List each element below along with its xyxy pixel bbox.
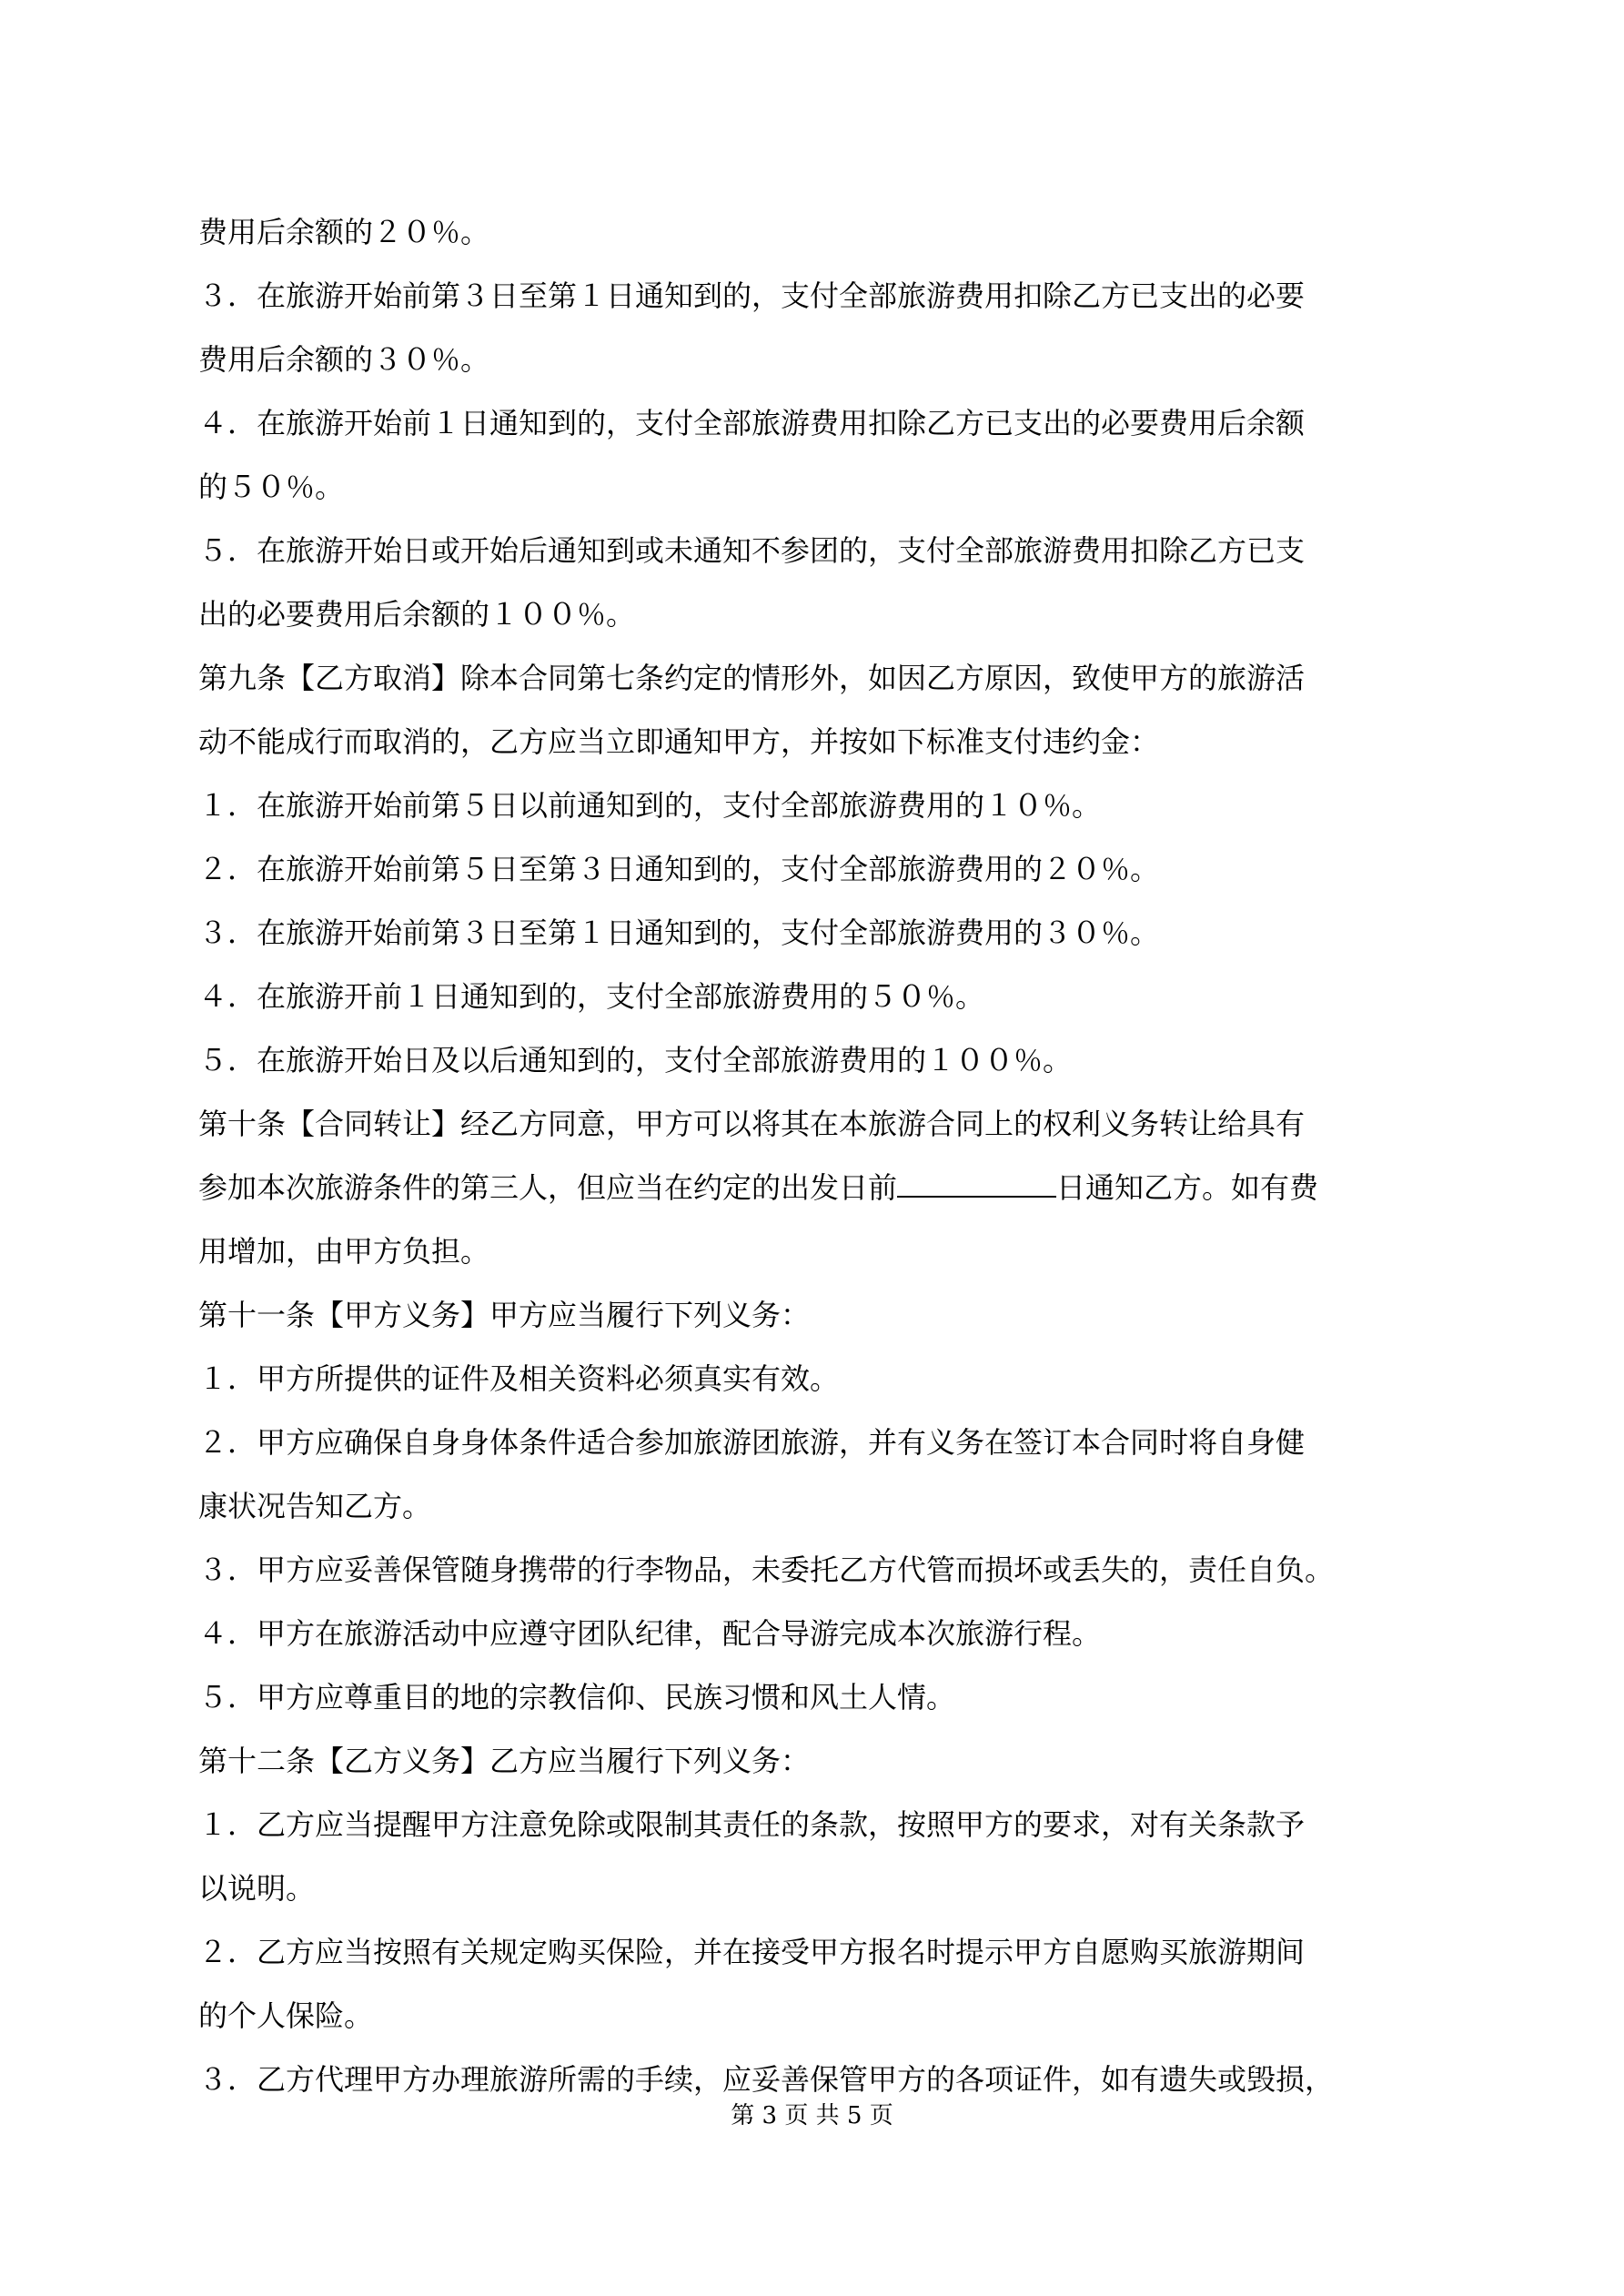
line-6: ５．在旅游开始日或开始后通知到或未通知不参团的，支付全部旅游费用扣除乙方已支	[198, 533, 1306, 568]
clause-10-line-2	[198, 1156, 1436, 1219]
clause-11-heading: 第十一条【甲方义务】甲方应当履行下列义务：	[198, 1298, 811, 1332]
clause-10-text-before: 参加本次旅游条件的第三人，但应当在约定的出发日前	[198, 1170, 898, 1205]
line-5: 的５０％。	[198, 470, 345, 504]
line-1: 费用后余额的２０％。	[198, 215, 490, 249]
line-13: ４．在旅游开前１日通知到的，支付全部旅游费用的５０％。	[198, 979, 985, 1014]
line-23: ４．甲方在旅游活动中应遵守团队纪律，配合导游完成本次旅游行程。	[198, 1616, 1102, 1651]
line-19: １．甲方所提供的证件及相关资料必须真实有效。	[198, 1361, 840, 1396]
line-14: ５．在旅游开始日及以后通知到的，支付全部旅游费用的１００％。	[198, 1043, 1073, 1077]
line-26: １．乙方应当提醒甲方注意免除或限制其责任的条款，按照甲方的要求，对有关条款予	[198, 1807, 1306, 1842]
clause-10-line-1: 第十条【合同转让】经乙方同意，甲方可以将其在本旅游合同上的权利义务转让给具有	[198, 1107, 1306, 1141]
line-12: ３．在旅游开始前第３日至第１日通知到的，支付全部旅游费用的３０％。	[198, 915, 1160, 950]
line-29: 的个人保险。	[198, 1998, 374, 2033]
clause-9-line-1: 第九条【乙方取消】除本合同第七条约定的情形外，如因乙方原因，致使甲方的旅游活	[198, 661, 1306, 695]
line-4: ４．在旅游开始前１日通知到的，支付全部旅游费用扣除乙方已支出的必要费用后余额	[198, 406, 1306, 440]
fill-in-blank	[897, 1165, 1056, 1198]
clause-10-line-3: 用增加，由甲方负担。	[198, 1234, 490, 1269]
line-3: 费用后余额的３０％。	[198, 342, 490, 377]
clause-12-heading: 第十二条【乙方义务】乙方应当履行下列义务：	[198, 1744, 811, 1778]
line-24: ５．甲方应尊重目的地的宗教信仰、民族习惯和风土人情。	[198, 1680, 956, 1714]
page-number-footer: 第 3 页 共 5 页	[731, 2102, 893, 2129]
line-30: ３．乙方代理甲方办理旅游所需的手续，应妥善保管甲方的各项证件，如有遗失或毁损，	[198, 2062, 1335, 2097]
clause-9-line-2: 动不能成行而取消的，乙方应当立即通知甲方，并按如下标准支付违约金：	[198, 724, 1160, 759]
line-10: １．在旅游开始前第５日以前通知到的，支付全部旅游费用的１０％。	[198, 788, 1102, 823]
document-body	[198, 200, 1436, 2111]
line-22: ３．甲方应妥善保管随身携带的行李物品，未委托乙方代管而损坏或丢失的，责任自负。	[198, 1553, 1335, 1587]
line-28: ２．乙方应当按照有关规定购买保险，并在接受甲方报名时提示甲方自愿购买旅游期间	[198, 1935, 1306, 1969]
clause-10-text-after: 日通知乙方。如有费	[1056, 1170, 1319, 1205]
line-20: ２．甲方应确保自身身体条件适合参加旅游团旅游，并有义务在签订本合同时将自身健	[198, 1425, 1306, 1460]
line-11: ２．在旅游开始前第５日至第３日通知到的，支付全部旅游费用的２０％。	[198, 852, 1160, 886]
line-2: ３．在旅游开始前第３日至第１日通知到的，支付全部旅游费用扣除乙方已支出的必要	[198, 278, 1306, 313]
line-7: 出的必要费用后余额的１００％。	[198, 597, 636, 632]
line-21: 康状况告知乙方。	[198, 1489, 432, 1523]
line-27: 以说明。	[198, 1871, 316, 1906]
